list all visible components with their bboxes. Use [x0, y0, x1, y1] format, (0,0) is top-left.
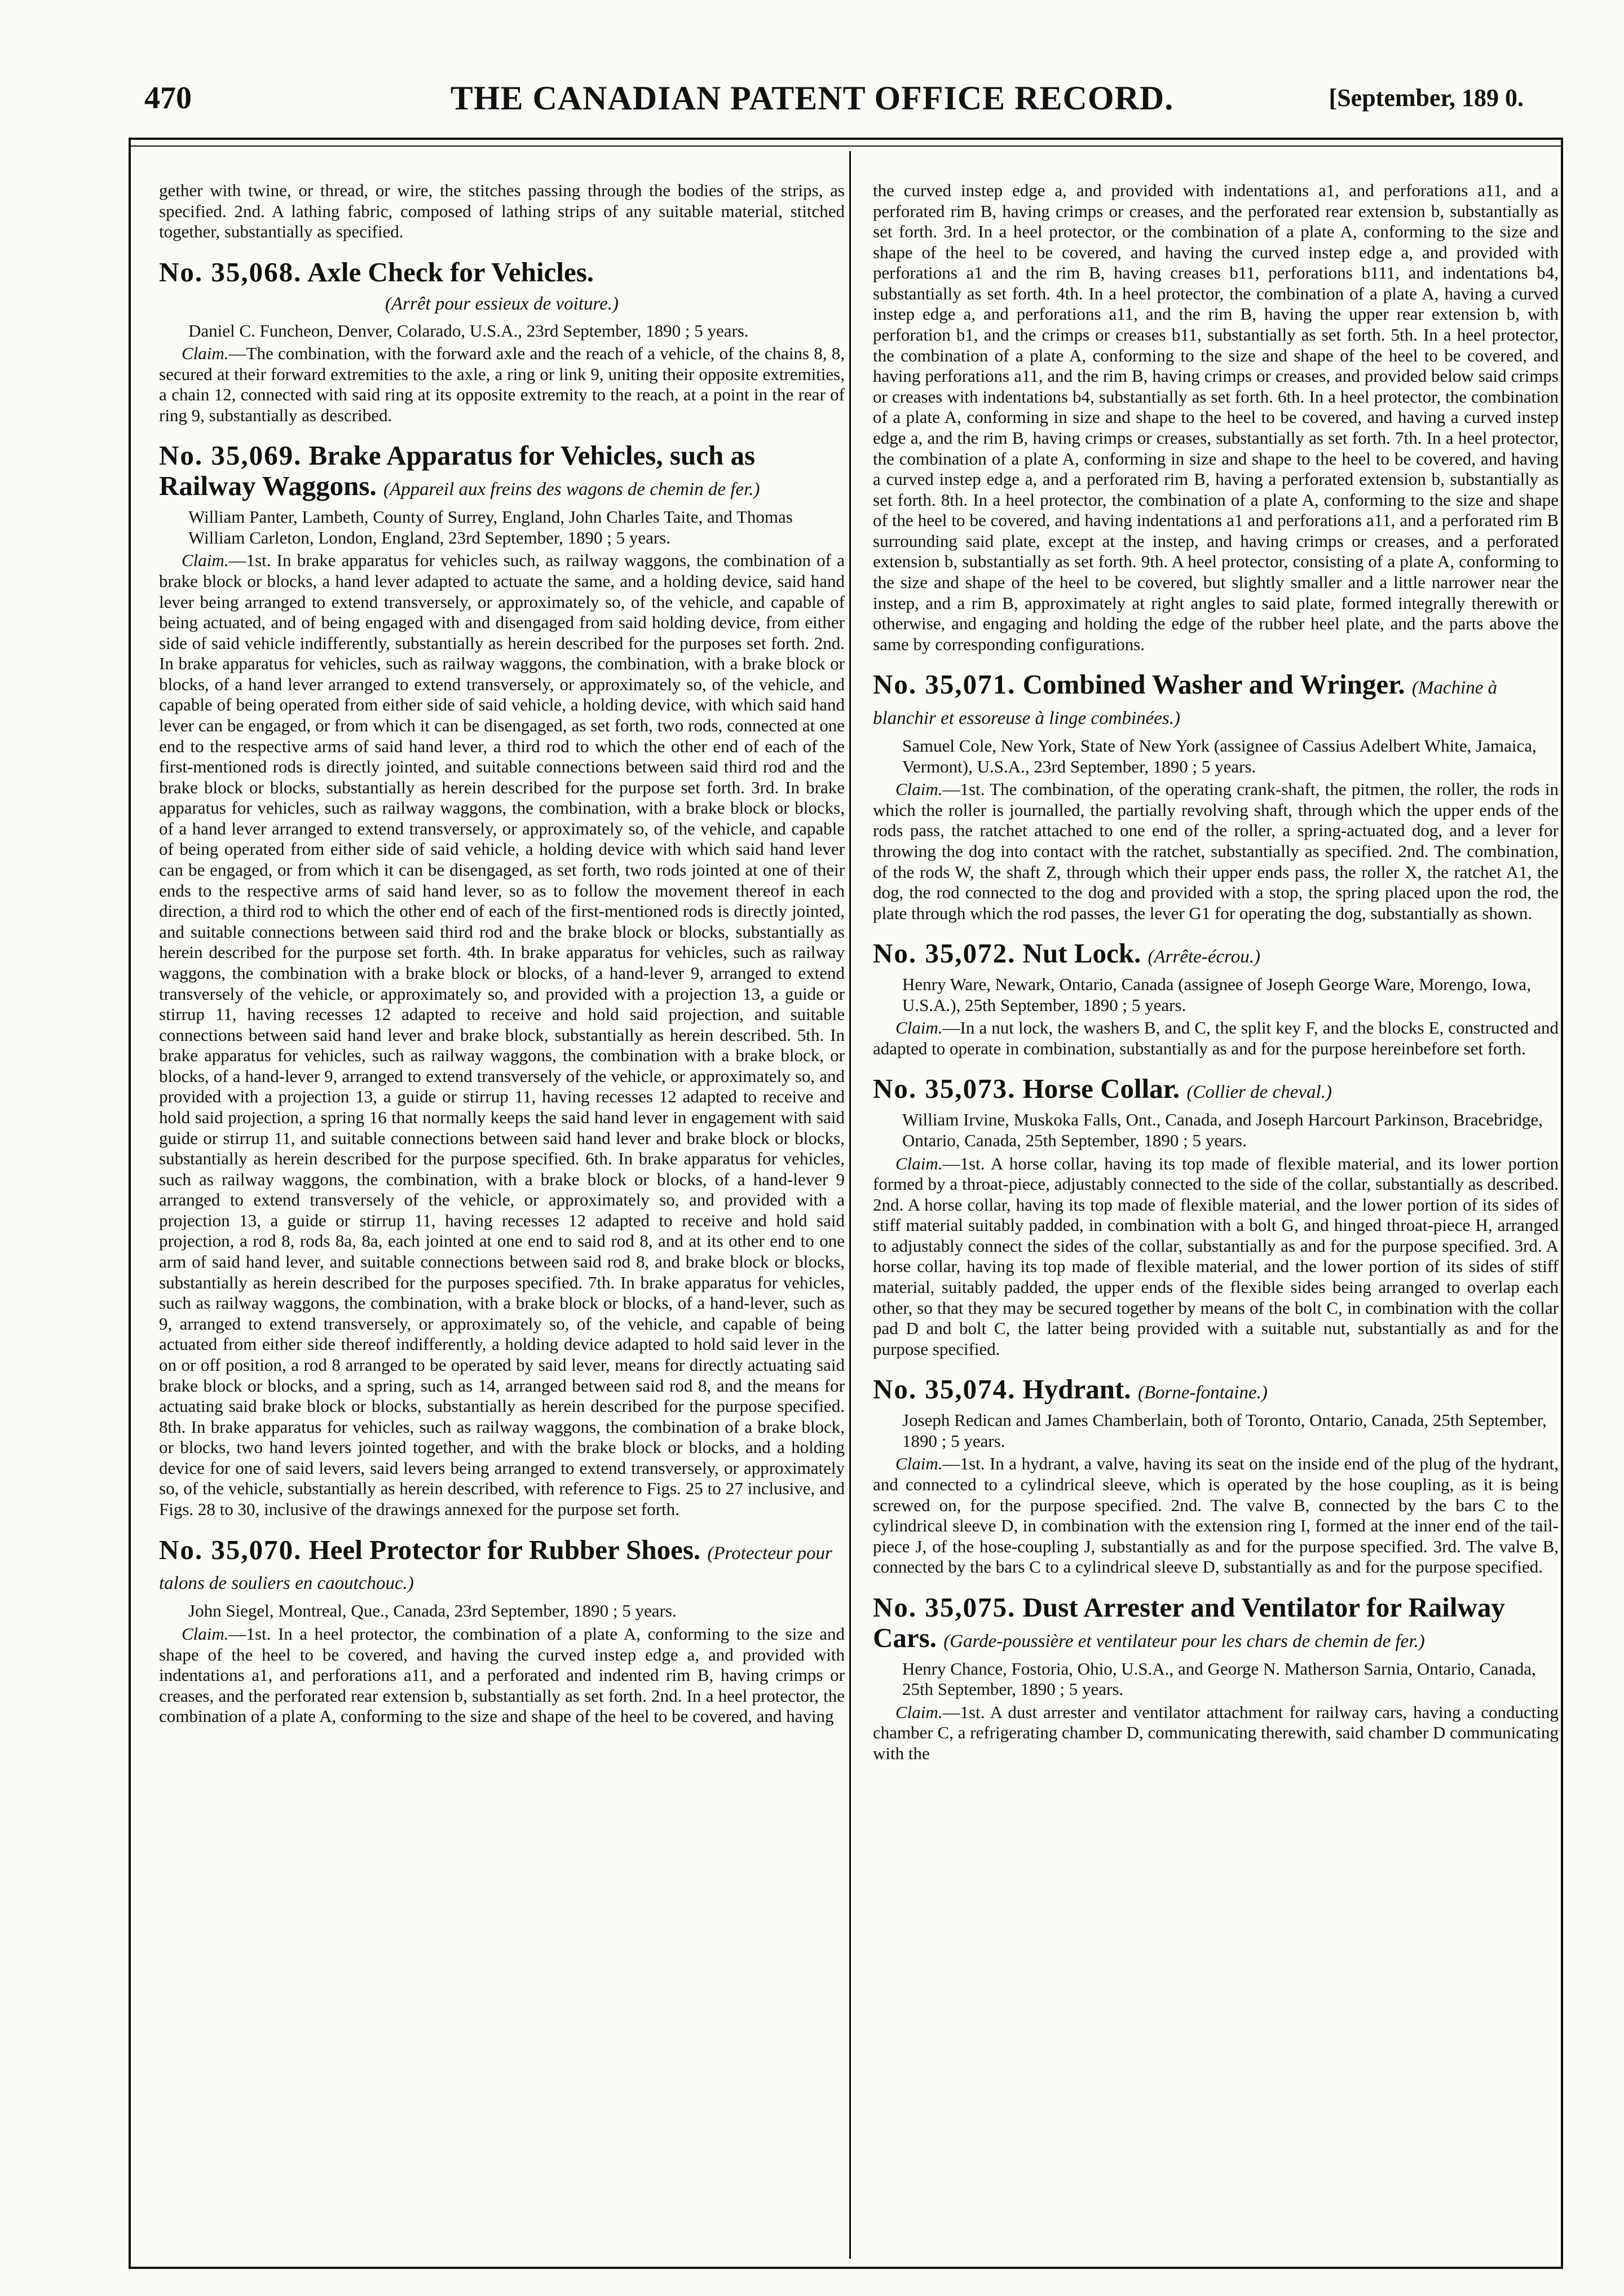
patent-number: No. 35,068.: [159, 256, 302, 288]
patent-french-title: (Garde-poussière et ventilateur pour les chars de chemin de fer.): [943, 1631, 1425, 1652]
patent-french-title: (Protecteur pour talons de souliers en caoutchouc.): [159, 1543, 832, 1594]
patent-title: Dust Arrester and Ventilator for Railway Cars.: [873, 1591, 1505, 1653]
claim-text: —In a nut lock, the washers B, and C, the split key F, and the blocks E, constructed and adapted to operate in combination, substantially as and for the purpose hereinbefore set forth.: [873, 1018, 1559, 1058]
patent-heading: [873, 669, 1559, 730]
patent-heading: [159, 1535, 845, 1596]
patent-applicant: Daniel C. Funcheon, Denver, Colarado, U.S.A., 23rd September, 1890 ; 5 years.: [188, 320, 749, 341]
claim-text: —The combination, with the forward axle and the reach of a vehicle, of the chains 8, 8, secured at their forward extremities to the axle, a ring or link 9, uniting their opposite extremities, a chain 12, connected with said ring at its opposite extremity to the reach, at a point in the rear of ring 9, substantially as described.: [159, 343, 845, 425]
patent-french-title: (Borne-fontaine.): [1137, 1383, 1268, 1403]
patent-entry: [873, 1374, 1559, 1578]
patent-heading: [873, 1374, 1559, 1405]
patent-claim: [873, 1702, 1559, 1764]
claim-text: —1st. A dust arrester and ventilator attachment for railway cars, having a conducting chamber C, a refrigerating chamber D, communicating therewith, said chamber D communicating with the: [873, 1702, 1559, 1763]
patent-applicant: Joseph Redican and James Chamberlain, both of Toronto, Ontario, Canada, 25th September, 1890 ; 5 years.: [902, 1410, 1547, 1451]
patent-title: Combined Washer and Wringer.: [1022, 669, 1405, 700]
claim-label: Claim.: [895, 1018, 943, 1038]
patent-number: No. 35,069.: [159, 440, 302, 471]
right-column: [873, 180, 1559, 1767]
patent-claim: [873, 1454, 1559, 1577]
patent-claim: [159, 550, 845, 1520]
patent-entry: [873, 1074, 1559, 1359]
patent-heading: [873, 938, 1559, 969]
patent-french-title: (Appareil aux freins des wagons de chemin de fer.): [383, 479, 760, 500]
patent-applicant: Henry Ware, Newark, Ontario, Canada (assignee of Joseph George Ware, Morengo, Iowa, U.S.A.), 25th September, 1890 ; 5 years.: [902, 974, 1531, 1015]
claim-text: —1st. In a heel protector, the combination of a plate A, conforming to the size and shape of the heel to be covered, and having the curved instep edge a, and provided with indentations a1, and perforations a11, and a perforated and indented rim B, having crimps or creases, and the perforated rear extension b, substantially as set forth. 2nd. In a heel protector, the combination of a plate A, conforming to the size and shape of the heel to be covered, and having: [159, 1623, 845, 1727]
patent-heading: [873, 1592, 1559, 1653]
claim-text: —1st. A horse collar, having its top made of flexible material, and its lower portion formed by a throat-piece, adjustably connected to the side of the collar, substantially as described. 2nd. A horse collar, having its top made of flexible material, and the lower portion of its sides of stiff material suitably padded, in combination with a bolt G, and hinged throat-piece H, arranged to adjustably connect the sides of the collar, substantially as and for the purpose specified. 3rd. A horse collar, having its top made of flexible material, and the lower portion of its sides of stiff material, suitably padded, the upper ends of the flexible sides being arranged to overlap each other, so that they may be secured together by means of the bolt C, in combination with the collar pad D and bolt C, the latter being provided with a suitable nut, substantially as and for the purpose specified.: [873, 1153, 1559, 1359]
patent-french-title: (Arrêt pour essieux de voiture.): [385, 293, 619, 314]
patent-number: No. 35,074.: [873, 1374, 1016, 1405]
patent-number: No. 35,075.: [873, 1591, 1016, 1623]
claim-text: —1st. In a hydrant, a valve, having its seat on the inside end of the plug of the hydrant, and connected to a cylindrical sleeve, which is operated by the hose coupling, as it is being screwed on, for the purpose specified. 2nd. The valve B, connected by the bars C to the cylindrical sleeve D, in combination with the extension ring I, formed at the inner end of the tail-piece J, of the hose-coupling J, substantially as and for the purpose specified. 3rd. The valve B, connected by the bars C to a cylindrical sleeve D, substantially as and for the purpose specified.: [873, 1454, 1559, 1577]
patent-applicant: John Siegel, Montreal, Que., Canada, 23rd September, 1890 ; 5 years.: [188, 1601, 677, 1621]
patent-entry: [873, 938, 1559, 1059]
patent-entry: [159, 257, 845, 426]
claim-text: —1st. In brake apparatus for vehicles such, as railway waggons, the combination of a brake block or blocks, a hand lever adapted to actuate the same, and a holding device, said hand lever being arranged to extend transversely, or approximately so, of the vehicle, and capable of being actuated, and of being engaged with and disengaged from said holding device, from either side of said vehicle indifferently, substantially as herein described for the purposes set forth. 2nd. In brake apparatus for vehicles, such as railway waggons, the combination, with a brake block or blocks, of a hand lever arranged to extend transversely, or approximately so, of the vehicle, and capable of being operated from either side of said vehicle, a holding device, with which said hand lever can be engaged, or from which it can be disengaged, as set forth, two rods, connected at one end to the respective arms of said hand lever, a third rod to which the other end of each of the first-mentioned rods is directly jointed, and suitable connections between said third rod and the brake block or blocks, substantially as herein described for the purpose set forth. 3rd. In brake apparatus for vehicles, such as railway waggons, the combination, with a brake block or blocks, of a hand lever arranged to extend transversely, or approximately so, of the vehicle, and capable of being operated from either side of said vehicle, a holding device with which said hand lever can be engaged, or from which it can be disengaged, as set forth, two rods jointed at one of their ends to the respective arms of said hand lever, so as to follow the movement thereof in each direction, a third rod to which the other end of each of the first-mentioned rods is directly jointed, and suitable connections between said third rod and the brake block or blocks, substantially as herein described for the purpose set forth. 4th. In brake apparatus for vehicles, such as railway waggons, the combination with a brake block or blocks, of a hand-lever 9, arranged to extend transversely of the vehicle, or approximately so, and provided with a projection 13, a guide or stirrup 11, having recesses 12 adapted to receive and hold said projection, and suitable connections between said hand lever and brake block, substantially as herein described. 5th. In brake apparatus for vehicles, such as railway waggons, the combination with a brake block, or blocks, of a hand-lever 9, arranged to extend transversely of the vehicle, or approximately so, and provided with a projection 13, a guide or stirrup 11, having recesses 12 adapted to receive and hold said projection, a spring 16 that normally keeps the said hand lever in engagement with said guide or stirrup 11, and suitable connections between said hand lever and brake block or blocks, substantially as herein described for the purpose specified. 6th. In brake apparatus for vehicles, such as railway waggons, the combination, with a brake block or blocks, of a hand-lever 9 arranged to extend transversely of the vehicle, or approximately so, and provided with a projection 13, a guide or stirrup 11, having recesses 12 adapted to receive and hold said projection, a rod 8, rods 8a, 8a, each jointed at one end to said rod 8, and at its other end to one arm of said hand lever, and suitable connections between said rod 8, and brake block or blocks, substantially as herein described for the purposes specified. 7th. In brake apparatus for vehicles, such as railway waggons, the combination, with a brake block or blocks, of a hand-lever, such as 9, arranged to extend transversely, or approximately so, of the vehicle, and capable of being actuated from either side thereof indifferently, a holding device adapted to hold said lever in the on or off position, a rod 8 arranged to be operated by said lever, means for directly actuating said brake block or blocks, and a spring, such as 14, arranged between said rod 8, and the means for actuating said brake block or blocks, substantially as herein described for the purpose specified. 8th. In brake apparatus for vehicles, such as railway waggons, the combination of a brake block, or blocks, two hand levers jointed together, and with the brake block or blocks, and a holding device for one of said levers, said levers being arranged to extend transversely, or approximately so, of the vehicle, substantially as herein described, with reference to Figs. 25 to 27 inclusive, and Figs. 28 to 30, inclusive of the drawings annexed for the purpose set forth.: [159, 550, 845, 1519]
patent-entry: [159, 1535, 845, 1727]
continued-text: the curved instep edge a, and provided with indentations a1, and perforations a11, and a perforated rim B, having crimps or creases, and the perforated rear extension b, substantially as set forth. 3rd. In a heel protector, or the combination of a plate A, conforming to the size and shape of the heel to be covered, and having the curved instep edge a, and provided with perforations a1 and the rim B, having creases b11, perforations b111, and indentations b4, substantially as set forth. 4th. In a heel protector, the combination of a plate A, having a curved instep edge a, and perforations a11, and the rim B, having the upper rear extension b, with perforation b1, and the crimps or creases b11, substantially as set forth. 5th. In a heel protector, the combination of a plate A, conforming to the size and shape of the heel to be covered, and having perforations a11, and the rim B, having crimps or creases, and provided below said crimps or creases with indentations b4, substantially as set forth. 6th. In a heel protector, the combination of a plate A, conforming in size and shape to the heel to be covered, and having a curved instep edge a, and the rim B, having crimps or creases, substantially as set forth. 7th. In a heel protector, the combination of a plate A, conforming in size and shape to the heel to be covered, and having a curved instep edge a, and a perforated rim B, having a perforated extension b, substantially as set forth. 8th. In a heel protector, the combination of a plate A, conforming to the size and shape of the heel to be covered, and having indentations a1 and perforations a11, and a perforated rim B surrounding said plate, except at the instep, and having crimps or creases, and a perforated extension b, substantially as set forth. 9th. A heel protector, consisting of a plate A, conforming to the size and shape of the heel to be covered, but slightly smaller and a little narrower near the instep, and a rim B, approximately at right angles to said plate, formed integrally therewith or otherwise, and engaging and holding the edge of the rubber heel plate, and the parts above the same by corresponding configurations.: [873, 180, 1559, 654]
patent-number: No. 35,072.: [873, 938, 1016, 969]
patent-entry: [873, 669, 1559, 924]
patent-applicant: William Irvine, Muskoka Falls, Ont., Canada, and Joseph Harcourt Parkinson, Bracebridge, Ontario, Canada, 25th September, 1890 ; 5 years.: [902, 1110, 1543, 1150]
page-header: [0, 0, 1624, 135]
claim-label: Claim.: [895, 1153, 943, 1173]
page-number: 470: [144, 81, 192, 116]
claim-text: —1st. The combination, of the operating crank-shaft, the pitmen, the roller, the rods in which the roller is journalled, the partially revolving shaft, through which the upper ends of the rods pass, the ratchet attached to one end of the roller, a spring-actuated dog, and a lever for throwing the dog into contact with the ratchet, substantially as specified. 2nd. The combination, of the rods W, the shaft Z, through which their upper ends pass, the roller X, the ratchet A1, the dog, the rod connected to the dog and provided with a stop, the spring placed upon the rod, the plate through which the rod passes, the lever G1 for operating the dog, substantially as shown.: [873, 779, 1559, 923]
claim-label: Claim.: [895, 779, 943, 800]
patent-heading: [159, 440, 845, 501]
issue-date: [September, 189 0.: [1329, 84, 1524, 112]
publication-title: THE CANADIAN PATENT OFFICE RECORD.: [450, 80, 1174, 117]
claim-label: Claim.: [895, 1454, 943, 1474]
patent-applicant: Henry Chance, Fostoria, Ohio, U.S.A., and George N. Matherson Sarnia, Ontario, Canada, 25th September, 1890 ; 5 years.: [902, 1658, 1536, 1699]
patent-heading: [873, 1074, 1559, 1104]
patent-number: No. 35,071.: [873, 669, 1016, 700]
patent-title: Hydrant.: [1022, 1374, 1131, 1405]
patent-entry: [873, 1592, 1559, 1764]
patent-claim: [873, 1018, 1559, 1059]
patent-title: Brake Apparatus for Vehicles, such as Railway Waggons.: [159, 440, 756, 502]
patent-number: No. 35,070.: [159, 1534, 302, 1565]
patent-applicant: Samuel Cole, New York, State of New York (assignee of Cassius Adelbert White, Jamaica, Vermont), U.S.A., 23rd September, 1890 ; 5 years.: [902, 736, 1537, 776]
claim-label: Claim.: [182, 1623, 229, 1644]
patent-claim: [159, 1624, 845, 1727]
patent-title: Horse Collar.: [1022, 1073, 1180, 1105]
patent-title: Heel Protector for Rubber Shoes.: [308, 1534, 701, 1565]
claim-label: Claim.: [182, 550, 229, 571]
patent-title: Axle Check for Vehicles.: [307, 256, 594, 288]
patent-heading: [159, 257, 845, 288]
patent-french-title: (Machine à blanchir et essoreuse à linge combinées.): [873, 678, 1498, 729]
left-column: [159, 180, 845, 1729]
patent-claim: [873, 779, 1559, 924]
patent-claim: [159, 343, 845, 426]
patent-french-title: (Arrête-écrou.): [1148, 947, 1260, 968]
patent-french-title: (Collier de cheval.): [1186, 1082, 1332, 1103]
patent-title: Nut Lock.: [1022, 938, 1141, 969]
patent-claim: [873, 1154, 1559, 1360]
continued-text: gether with twine, or thread, or wire, the stitches passing through the bodies of the strips, as specified. 2nd. A lathing fabric, composed of lathing strips of any suitable material, stitched together, substantially as specified.: [159, 180, 845, 242]
patent-entry: [159, 440, 845, 1520]
claim-label: Claim.: [895, 1702, 943, 1722]
claim-label: Claim.: [182, 343, 229, 364]
patent-applicant: William Panter, Lambeth, County of Surrey, England, John Charles Taite, and Thomas William Carleton, London, England, 23rd September, 1890 ; 5 years.: [188, 507, 793, 547]
patent-number: No. 35,073.: [873, 1073, 1016, 1105]
